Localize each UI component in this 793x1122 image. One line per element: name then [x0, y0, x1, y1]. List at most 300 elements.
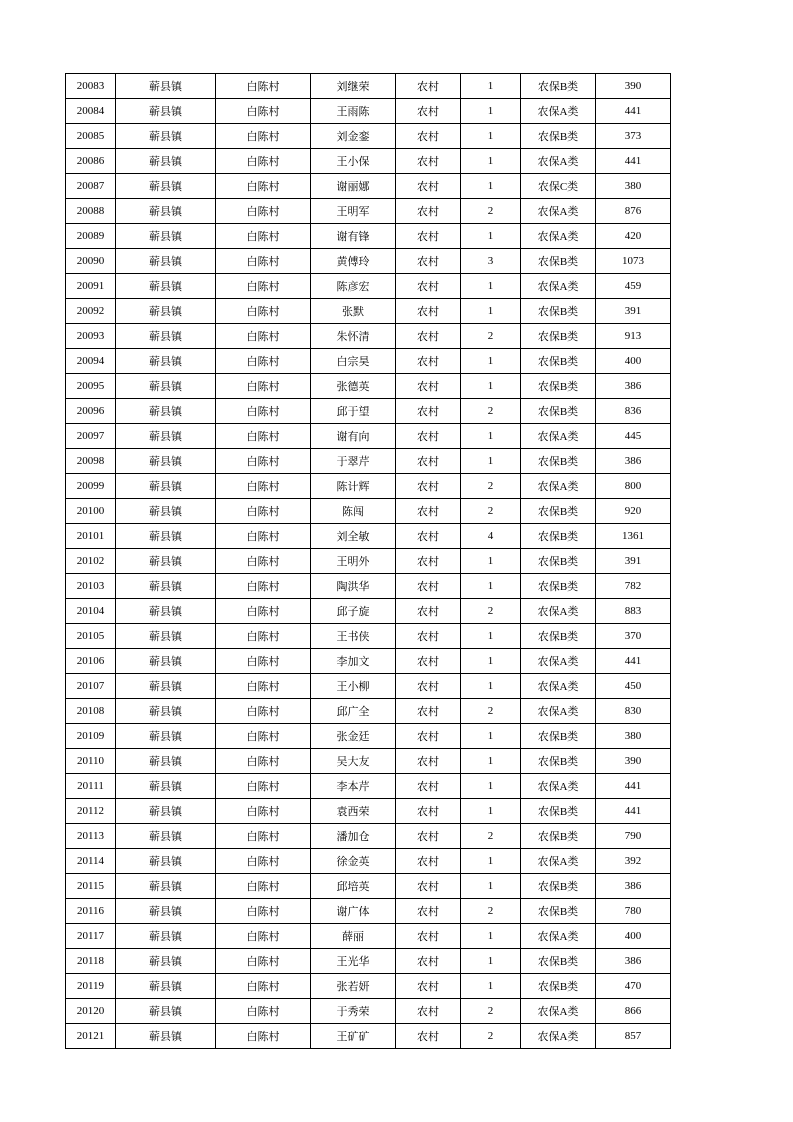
cell-name: 白宗昊 [311, 349, 396, 374]
cell-name: 谢有向 [311, 424, 396, 449]
cell-name: 刘金銮 [311, 124, 396, 149]
cell-id: 20099 [66, 474, 116, 499]
cell-person-count: 2 [461, 199, 521, 224]
cell-amount: 380 [596, 174, 671, 199]
cell-amount: 790 [596, 824, 671, 849]
cell-name: 谢有锋 [311, 224, 396, 249]
cell-residence-type: 农村 [396, 449, 461, 474]
cell-insurance-category: 农保B类 [521, 874, 596, 899]
cell-town: 蕲县镇 [116, 699, 216, 724]
cell-town: 蕲县镇 [116, 449, 216, 474]
cell-person-count: 1 [461, 124, 521, 149]
cell-person-count: 1 [461, 974, 521, 999]
cell-amount: 441 [596, 649, 671, 674]
cell-id: 20095 [66, 374, 116, 399]
cell-amount: 380 [596, 724, 671, 749]
cell-residence-type: 农村 [396, 849, 461, 874]
cell-name: 王小保 [311, 149, 396, 174]
cell-residence-type: 农村 [396, 474, 461, 499]
cell-id: 20094 [66, 349, 116, 374]
cell-residence-type: 农村 [396, 324, 461, 349]
cell-amount: 876 [596, 199, 671, 224]
cell-residence-type: 农村 [396, 874, 461, 899]
cell-town: 蕲县镇 [116, 224, 216, 249]
cell-town: 蕲县镇 [116, 724, 216, 749]
cell-amount: 391 [596, 549, 671, 574]
table-row [66, 174, 671, 199]
cell-residence-type: 农村 [396, 1024, 461, 1049]
cell-name: 张德英 [311, 374, 396, 399]
cell-village: 白陈村 [216, 949, 311, 974]
cell-amount: 392 [596, 849, 671, 874]
cell-insurance-category: 农保A类 [521, 649, 596, 674]
cell-insurance-category: 农保B类 [521, 899, 596, 924]
cell-person-count: 1 [461, 74, 521, 99]
cell-name: 于翠芹 [311, 449, 396, 474]
cell-residence-type: 农村 [396, 399, 461, 424]
cell-name: 王明外 [311, 549, 396, 574]
cell-residence-type: 农村 [396, 949, 461, 974]
cell-person-count: 1 [461, 349, 521, 374]
cell-village: 白陈村 [216, 524, 311, 549]
cell-name: 邱培英 [311, 874, 396, 899]
cell-id: 20085 [66, 124, 116, 149]
cell-insurance-category: 农保B类 [521, 799, 596, 824]
cell-person-count: 1 [461, 924, 521, 949]
cell-residence-type: 农村 [396, 374, 461, 399]
cell-village: 白陈村 [216, 1024, 311, 1049]
cell-name: 王矿矿 [311, 1024, 396, 1049]
cell-person-count: 1 [461, 799, 521, 824]
cell-residence-type: 农村 [396, 249, 461, 274]
records-table [65, 73, 671, 1049]
cell-residence-type: 农村 [396, 774, 461, 799]
cell-village: 白陈村 [216, 674, 311, 699]
cell-amount: 782 [596, 574, 671, 599]
table-body [66, 74, 671, 1049]
cell-name: 袁西荣 [311, 799, 396, 824]
cell-insurance-category: 农保A类 [521, 674, 596, 699]
table-row [66, 674, 671, 699]
cell-name: 王光华 [311, 949, 396, 974]
cell-amount: 390 [596, 74, 671, 99]
cell-person-count: 2 [461, 699, 521, 724]
cell-amount: 386 [596, 874, 671, 899]
cell-insurance-category: 农保B类 [521, 249, 596, 274]
cell-village: 白陈村 [216, 924, 311, 949]
cell-amount: 1361 [596, 524, 671, 549]
cell-insurance-category: 农保B类 [521, 374, 596, 399]
cell-name: 谢丽娜 [311, 174, 396, 199]
cell-village: 白陈村 [216, 449, 311, 474]
cell-id: 20118 [66, 949, 116, 974]
cell-insurance-category: 农保A类 [521, 999, 596, 1024]
cell-name: 于秀荣 [311, 999, 396, 1024]
cell-village: 白陈村 [216, 399, 311, 424]
cell-amount: 390 [596, 749, 671, 774]
cell-insurance-category: 农保B类 [521, 449, 596, 474]
cell-id: 20115 [66, 874, 116, 899]
cell-amount: 386 [596, 449, 671, 474]
cell-village: 白陈村 [216, 649, 311, 674]
cell-name: 李本芹 [311, 774, 396, 799]
cell-id: 20088 [66, 199, 116, 224]
cell-residence-type: 农村 [396, 99, 461, 124]
cell-insurance-category: 农保A类 [521, 774, 596, 799]
cell-id: 20086 [66, 149, 116, 174]
cell-id: 20100 [66, 499, 116, 524]
table-row [66, 599, 671, 624]
table-row [66, 824, 671, 849]
cell-village: 白陈村 [216, 874, 311, 899]
cell-town: 蕲县镇 [116, 974, 216, 999]
cell-town: 蕲县镇 [116, 774, 216, 799]
cell-insurance-category: 农保B类 [521, 724, 596, 749]
cell-name: 邱于望 [311, 399, 396, 424]
cell-person-count: 1 [461, 224, 521, 249]
cell-residence-type: 农村 [396, 549, 461, 574]
table-row [66, 249, 671, 274]
table-row [66, 524, 671, 549]
table-row [66, 349, 671, 374]
cell-insurance-category: 农保A类 [521, 424, 596, 449]
cell-person-count: 2 [461, 824, 521, 849]
cell-name: 王小柳 [311, 674, 396, 699]
cell-residence-type: 农村 [396, 349, 461, 374]
table-row [66, 874, 671, 899]
cell-town: 蕲县镇 [116, 749, 216, 774]
cell-id: 20104 [66, 599, 116, 624]
cell-residence-type: 农村 [396, 299, 461, 324]
cell-person-count: 1 [461, 424, 521, 449]
cell-amount: 370 [596, 624, 671, 649]
table-row [66, 224, 671, 249]
cell-amount: 441 [596, 799, 671, 824]
cell-amount: 866 [596, 999, 671, 1024]
table-row [66, 774, 671, 799]
cell-insurance-category: 农保A类 [521, 99, 596, 124]
cell-id: 20092 [66, 299, 116, 324]
cell-id: 20116 [66, 899, 116, 924]
cell-person-count: 1 [461, 549, 521, 574]
table-row [66, 549, 671, 574]
cell-village: 白陈村 [216, 349, 311, 374]
cell-insurance-category: 农保A类 [521, 274, 596, 299]
cell-id: 20121 [66, 1024, 116, 1049]
cell-town: 蕲县镇 [116, 949, 216, 974]
cell-amount: 836 [596, 399, 671, 424]
cell-residence-type: 农村 [396, 599, 461, 624]
cell-id: 20119 [66, 974, 116, 999]
cell-town: 蕲县镇 [116, 124, 216, 149]
cell-insurance-category: 农保A类 [521, 474, 596, 499]
table-row [66, 99, 671, 124]
cell-id: 20101 [66, 524, 116, 549]
table-row [66, 924, 671, 949]
cell-residence-type: 农村 [396, 224, 461, 249]
cell-id: 20093 [66, 324, 116, 349]
cell-town: 蕲县镇 [116, 274, 216, 299]
cell-amount: 857 [596, 1024, 671, 1049]
cell-insurance-category: 农保A类 [521, 924, 596, 949]
table-row [66, 949, 671, 974]
cell-town: 蕲县镇 [116, 1024, 216, 1049]
cell-person-count: 2 [461, 899, 521, 924]
cell-name: 黄傅玲 [311, 249, 396, 274]
cell-residence-type: 农村 [396, 799, 461, 824]
cell-person-count: 1 [461, 649, 521, 674]
cell-id: 20087 [66, 174, 116, 199]
cell-person-count: 2 [461, 474, 521, 499]
cell-amount: 1073 [596, 249, 671, 274]
cell-village: 白陈村 [216, 124, 311, 149]
table-row [66, 274, 671, 299]
table-row [66, 999, 671, 1024]
cell-town: 蕲县镇 [116, 74, 216, 99]
cell-name: 陈闯 [311, 499, 396, 524]
cell-person-count: 1 [461, 624, 521, 649]
cell-residence-type: 农村 [396, 124, 461, 149]
cell-town: 蕲县镇 [116, 249, 216, 274]
cell-insurance-category: 农保B类 [521, 399, 596, 424]
cell-person-count: 1 [461, 724, 521, 749]
cell-person-count: 1 [461, 149, 521, 174]
cell-village: 白陈村 [216, 199, 311, 224]
cell-amount: 386 [596, 374, 671, 399]
cell-amount: 445 [596, 424, 671, 449]
cell-village: 白陈村 [216, 74, 311, 99]
cell-village: 白陈村 [216, 574, 311, 599]
cell-id: 20089 [66, 224, 116, 249]
cell-id: 20113 [66, 824, 116, 849]
cell-amount: 800 [596, 474, 671, 499]
cell-residence-type: 农村 [396, 499, 461, 524]
table-row [66, 499, 671, 524]
cell-town: 蕲县镇 [116, 824, 216, 849]
cell-village: 白陈村 [216, 899, 311, 924]
cell-amount: 400 [596, 349, 671, 374]
cell-village: 白陈村 [216, 799, 311, 824]
cell-name: 陶洪华 [311, 574, 396, 599]
cell-amount: 441 [596, 149, 671, 174]
cell-person-count: 1 [461, 449, 521, 474]
cell-town: 蕲县镇 [116, 99, 216, 124]
cell-name: 张若妍 [311, 974, 396, 999]
cell-village: 白陈村 [216, 724, 311, 749]
table-row [66, 849, 671, 874]
cell-id: 20105 [66, 624, 116, 649]
cell-town: 蕲县镇 [116, 649, 216, 674]
cell-id: 20091 [66, 274, 116, 299]
cell-id: 20084 [66, 99, 116, 124]
cell-insurance-category: 农保B类 [521, 949, 596, 974]
table-row [66, 324, 671, 349]
cell-village: 白陈村 [216, 749, 311, 774]
cell-amount: 780 [596, 899, 671, 924]
table-row [66, 799, 671, 824]
cell-village: 白陈村 [216, 699, 311, 724]
cell-village: 白陈村 [216, 774, 311, 799]
cell-amount: 450 [596, 674, 671, 699]
cell-town: 蕲县镇 [116, 624, 216, 649]
cell-person-count: 1 [461, 374, 521, 399]
cell-person-count: 3 [461, 249, 521, 274]
cell-amount: 373 [596, 124, 671, 149]
cell-amount: 920 [596, 499, 671, 524]
cell-id: 20112 [66, 799, 116, 824]
cell-insurance-category: 农保B类 [521, 299, 596, 324]
cell-insurance-category: 农保A类 [521, 699, 596, 724]
cell-insurance-category: 农保B类 [521, 749, 596, 774]
cell-village: 白陈村 [216, 274, 311, 299]
cell-id: 20117 [66, 924, 116, 949]
cell-amount: 883 [596, 599, 671, 624]
table-row [66, 199, 671, 224]
cell-residence-type: 农村 [396, 199, 461, 224]
cell-town: 蕲县镇 [116, 199, 216, 224]
cell-town: 蕲县镇 [116, 399, 216, 424]
cell-residence-type: 农村 [396, 149, 461, 174]
cell-residence-type: 农村 [396, 524, 461, 549]
table-row [66, 124, 671, 149]
cell-person-count: 1 [461, 174, 521, 199]
cell-residence-type: 农村 [396, 574, 461, 599]
table-row [66, 749, 671, 774]
cell-residence-type: 农村 [396, 974, 461, 999]
cell-name: 薛丽 [311, 924, 396, 949]
cell-town: 蕲县镇 [116, 424, 216, 449]
table-row [66, 399, 671, 424]
table-row [66, 974, 671, 999]
cell-residence-type: 农村 [396, 674, 461, 699]
cell-person-count: 2 [461, 499, 521, 524]
cell-id: 20120 [66, 999, 116, 1024]
cell-person-count: 2 [461, 324, 521, 349]
cell-residence-type: 农村 [396, 724, 461, 749]
cell-insurance-category: 农保A类 [521, 1024, 596, 1049]
cell-town: 蕲县镇 [116, 349, 216, 374]
cell-insurance-category: 农保B类 [521, 74, 596, 99]
cell-town: 蕲县镇 [116, 849, 216, 874]
cell-village: 白陈村 [216, 224, 311, 249]
cell-id: 20096 [66, 399, 116, 424]
cell-town: 蕲县镇 [116, 674, 216, 699]
cell-village: 白陈村 [216, 499, 311, 524]
table-row [66, 699, 671, 724]
cell-id: 20103 [66, 574, 116, 599]
cell-town: 蕲县镇 [116, 899, 216, 924]
cell-village: 白陈村 [216, 549, 311, 574]
cell-village: 白陈村 [216, 374, 311, 399]
cell-insurance-category: 农保A类 [521, 599, 596, 624]
table-row [66, 1024, 671, 1049]
cell-residence-type: 农村 [396, 699, 461, 724]
cell-town: 蕲县镇 [116, 874, 216, 899]
cell-name: 邱子旋 [311, 599, 396, 624]
cell-town: 蕲县镇 [116, 499, 216, 524]
cell-insurance-category: 农保B类 [521, 574, 596, 599]
cell-town: 蕲县镇 [116, 474, 216, 499]
cell-residence-type: 农村 [396, 749, 461, 774]
cell-insurance-category: 农保B类 [521, 324, 596, 349]
cell-town: 蕲县镇 [116, 299, 216, 324]
cell-name: 陈计辉 [311, 474, 396, 499]
cell-person-count: 1 [461, 749, 521, 774]
cell-insurance-category: 农保B类 [521, 349, 596, 374]
table-row [66, 649, 671, 674]
cell-amount: 913 [596, 324, 671, 349]
cell-village: 白陈村 [216, 149, 311, 174]
cell-town: 蕲县镇 [116, 174, 216, 199]
cell-residence-type: 农村 [396, 999, 461, 1024]
cell-person-count: 1 [461, 674, 521, 699]
cell-village: 白陈村 [216, 99, 311, 124]
cell-name: 陈彦宏 [311, 274, 396, 299]
table-row [66, 474, 671, 499]
cell-id: 20102 [66, 549, 116, 574]
cell-name: 刘继荣 [311, 74, 396, 99]
cell-residence-type: 农村 [396, 649, 461, 674]
cell-amount: 441 [596, 774, 671, 799]
cell-name: 王明军 [311, 199, 396, 224]
cell-person-count: 2 [461, 1024, 521, 1049]
cell-village: 白陈村 [216, 174, 311, 199]
cell-insurance-category: 农保B类 [521, 524, 596, 549]
cell-town: 蕲县镇 [116, 149, 216, 174]
cell-name: 张默 [311, 299, 396, 324]
cell-insurance-category: 农保B类 [521, 549, 596, 574]
cell-name: 徐金英 [311, 849, 396, 874]
cell-village: 白陈村 [216, 624, 311, 649]
cell-person-count: 1 [461, 949, 521, 974]
cell-insurance-category: 农保B类 [521, 499, 596, 524]
table-row [66, 574, 671, 599]
cell-person-count: 2 [461, 599, 521, 624]
table-row [66, 74, 671, 99]
cell-id: 20110 [66, 749, 116, 774]
cell-id: 20090 [66, 249, 116, 274]
cell-name: 王书侠 [311, 624, 396, 649]
cell-person-count: 1 [461, 849, 521, 874]
cell-id: 20106 [66, 649, 116, 674]
cell-residence-type: 农村 [396, 824, 461, 849]
cell-town: 蕲县镇 [116, 574, 216, 599]
table-row [66, 149, 671, 174]
cell-person-count: 1 [461, 299, 521, 324]
cell-town: 蕲县镇 [116, 549, 216, 574]
table-row [66, 624, 671, 649]
cell-village: 白陈村 [216, 849, 311, 874]
cell-id: 20083 [66, 74, 116, 99]
cell-id: 20097 [66, 424, 116, 449]
cell-residence-type: 农村 [396, 424, 461, 449]
cell-name: 刘全敏 [311, 524, 396, 549]
cell-village: 白陈村 [216, 974, 311, 999]
cell-name: 王雨陈 [311, 99, 396, 124]
table-row [66, 374, 671, 399]
cell-town: 蕲县镇 [116, 374, 216, 399]
cell-insurance-category: 农保B类 [521, 824, 596, 849]
cell-person-count: 1 [461, 99, 521, 124]
cell-insurance-category: 农保B类 [521, 624, 596, 649]
cell-person-count: 2 [461, 999, 521, 1024]
cell-name: 李加文 [311, 649, 396, 674]
cell-village: 白陈村 [216, 824, 311, 849]
cell-name: 张金廷 [311, 724, 396, 749]
table-row [66, 899, 671, 924]
cell-town: 蕲县镇 [116, 599, 216, 624]
cell-person-count: 4 [461, 524, 521, 549]
